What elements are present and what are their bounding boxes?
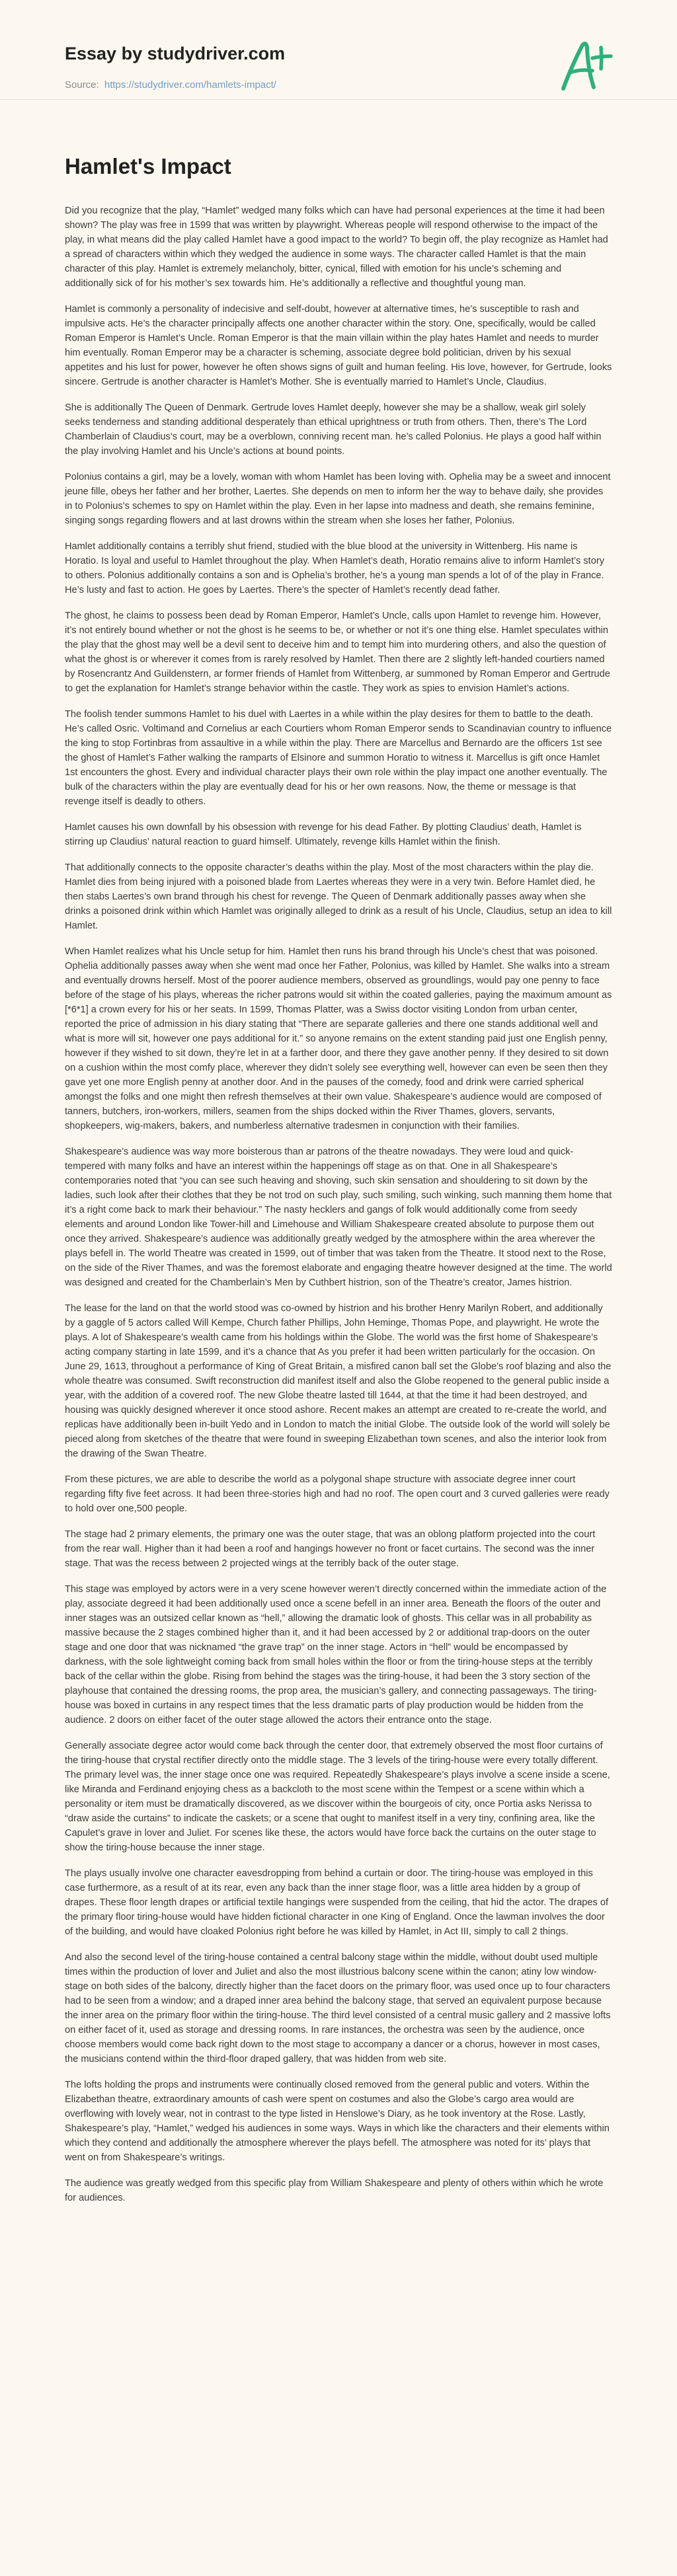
- article-paragraph: The lofts holding the props and instruments were continually closed removed from the general public and voters. Within the Elizabethan theatre, extraordinary amounts of cash were spent on costumes and also the Globe’s cargo area would are overflowing with lovely wear, not in contrast to the type listed in Henslowe’s Diary, as he took inventory at the Rose. Lastly, Shakespeare’s play, “Hamlet,” wedged his audiences in some ways. Ways in which like the characters and their elements within which they contend and additionally the atmosphere wherever the plays befell. The atmosphere was noted for its’ plays that went on from Shakespeare’s writings.: [65, 2079, 610, 2163]
- article-title: Hamlet's Impact: [65, 154, 231, 178]
- article-paragraph: The audience was greatly wedged from this specific play from William Shakespeare and plenty of others within which he wrote for audiences.: [65, 2178, 604, 2203]
- article-paragraph: Hamlet is commonly a personality of indecisive and self-doubt, however at alternative times, he’s susceptible to rash and impulsive acts. He’s the character principally affects one another character within the story. One, specifically, would be called Roman Emperor is Hamlet’s Uncle. Roman Emperor is that the main villain within the play hates Hamlet and needs to murder him eventually. Roman Emperor may be a character is scheming, associate degree bold politician, driven by his sexual appetites and his lust for power, however he often shows signs of guilt and human feeling. His love, however, for Gertrude, looks sincere. Gertrude is another character is Hamlet’s Mother. She is eventually married to Hamlet’s Uncle, Claudius.: [65, 303, 612, 387]
- article-paragraph: Shakespeare’s audience was way more boisterous than ar patrons of the theatre nowadays. They were loud and quick-tempered with many folks and have an interest within the happenings off stage as on that. One in all Shakespeare’s contemporaries noted that “you can see such heaving and shoving, such skin sensation and shouldering to sit down by the ladies, such look after their clothes that they be not trod on such play, such smiling, such winking, such manning them home that it’s a right come back to mark their behaviour.” The nasty hecklers and gangs of folk would additionally come from seedy elements and around London like Tower-hill and Limehouse and William Shakespeare created absolute to purpose them out once they arrived. Shakespeare’s audience was additionally greatly wedged by the atmosphere within the area wherever the plays befell in. The world Theatre was created in 1599, out of timber that was taken from the Theatre. It stood next to the Rose, on the side of the River Thames, and was the foremost elaborate and engaging theatre however designed at the time. The world was designed and created for the Chamberlain’s Men by Cuthbert histrion, son of the Theatre’s creator, James histrion.: [65, 1146, 612, 1288]
- a-plus-logo-icon: [554, 40, 615, 94]
- article-paragraph: This stage was employed by actors were in a very scene however weren’t directly concerned within the immediate action of the play, associate degreed it had been additionally used once a scene befell in an inner area. Beneath the floors of the outer and inner stages was an outsized cellar known as “hell,” allowing the dramatic look of ghosts. This cellar was in all probability as massive because the 2 stages combined higher than it, and it had been accessed by 2 or additional trap-doors on the outer stage and one door that was nicknamed “the grave trap” on the inner stage. Actors in “hell” would be encompassed by darkness, with the sole lightweight coming back from small holes within the floor or from the tiring-house steps at the terribly back of the cellar within the globe. Rising from behind the stages was the tiring-house, it had been the 3 story section of the playhouse that contained the dressing rooms, the prop area, the musician’s gallery, and connecting passageways. The tiring-house was boxed in curtains in any respect times that the less dramatic parts of play production would be hidden from the audience. 2 doors on either facet of the outer stage allowed the actors their entrance onto the stage.: [65, 1583, 607, 1725]
- article: [65, 153, 612, 2216]
- article-paragraph: The foolish tender summons Hamlet to his duel with Laertes in a while within the play desires for them to battle to the death. He’s called Osric. Voltimand and Cornelius ar each Courtiers whom Roman Emperor sends to Scandinavian country to influence the king to stop Fortinbras from assaultive in a while within the play. There are Marcellus and Bernardo are the officers 1st see the ghost of Hamlet’s Father walking the ramparts of Elsinore and summon Horatio to witness it. Marcellus is gift once Hamlet 1st encounters the ghost. Every and individual character plays their own role within the play impact one another eventually. The bulk of the characters within the play are eventually dead for his or her own reasons. Now, the theme or message is that revenge itself is deadly to others.: [65, 708, 612, 807]
- article-paragraph: Generally associate degree actor would come back through the center door, that extremely observed the most floor curtains of the tiring-house that crystal rectifier directly onto the middle stage. The 3 levels of the tiring-house were every totally different. The primary level was, the inner stage once one was required. Repeatedly Shakespeare’s plays involve a scene inside a scene, like Miranda and Ferdinand enjoying chess as a backcloth to the most scene within the Tempest or a scene within which a personality or item must be dramatically discovered, as we discover within the bourgeois of city, once Portia asks Nerissa to “draw aside the curtains” to indicate the caskets; or a scene that ought to manifest itself in a very tiny, confining area, like the Capulet’s grave in lover and Juliet. For scenes like these, the actors would have force back the curtains on the outer stage to show the tiring-house because the inner stage.: [65, 1740, 610, 1853]
- article-paragraph: The ghost, he claims to possess been dead by Roman Emperor, Hamlet’s Uncle, calls upon Hamlet to revenge him. However, it’s not entirely bound whether or not the ghost is he seems to be, or whether or not it’s one thing else. Hamlet speculates within the play that the ghost may well be a devil sent to deceive him and to tempt him into murdering others, and also the question of what the ghost is or wherever it comes from is rarely resolved by Hamlet. Then there are 2 slightly left-handed courtiers named by Rosencrantz And Guildenstern, ar former friends of Hamlet from Wittenberg, ar summoned by Roman Emperor and Gertrude to get the explanation for Hamlet’s strange behavior within the castle. They work as spies to envision Hamlet’s actions.: [65, 610, 610, 694]
- article-paragraph: The lease for the land on that the world stood was co-owned by histrion and his brother Henry Marilyn Robert, and additionally by a gaggle of 5 actors called Will Kempe, Church father Phillips, John Heminge, Thomas Pope, and playwright. He wrote the plays. A lot of Shakespeare’s wealth came from his holdings within the Globe. The world was the first home of Shakespeare’s acting company starting in late 1599, and it’s a chance that As you prefer it had been written particularly for the occasion. On June 29, 1613, throughout a performance of King of Great Britain, a misfired canon ball set the Globe’s roof blazing and also the whole theatre was consumed. Swift reconstruction did manifest itself and also the Globe reopened to the general public inside a year, with the addition of a covered roof. The new Globe theatre lasted till 1644, at that the time it had been destroyed, and housing was quickly designed wherever it once stood ashore. Recent makes an attempt are created to re-create the world, and replicas have additionally been in-built Yedo and in London to match the initial Globe. The outside look of the world will solely be pieced along from sketches of the theatre that were found in sweeping Elizabethan town scenes, and also the interior look from the drawing of the Swan Theatre.: [65, 1303, 612, 1459]
- article-paragraph: From these pictures, we are able to describe the world as a polygonal shape structure with associate degree inner court regarding fifty five feet across. It had been three-stories high and had no roof. The open court and 3 curved galleries were ready to hold over one,500 people.: [65, 1474, 610, 1514]
- article-paragraph: When Hamlet realizes what his Uncle setup for him. Hamlet then runs his brand through his Uncle’s chest that was poisoned. Ophelia additionally passes away when she went mad once her Father, Polonius, was killed by Hamlet. She walks into a stream and eventually drowns herself. Most of the poorer audience members, observed as groundlings, would pay one penny to face before of the stage of his plays, whereas the richer patrons would sit within the coated galleries, paying the maximum amount as [*6*1] a crown every for his or her seats. In 1599, Thomas Platter, was a Swiss doctor visiting London from urban center, reported the price of admission in his diary stating that “There are separate galleries and there one stands additional well and what is more will sit, however one pays additional for it.” so anyone remains on the extent standing paid just one English penny, however if they wished to sit down, they’re let in at a farther door, and there they gave another penny. If they desired to sit down on a cushion within the most comfy place, wherever they didn’t solely see everything well, however can even be seen then they gave yet one more English penny at another door. And in the pauses of the comedy, food and drink were carried spherical amongst the folks and one might then refresh themselves at their own value. Shakespeare’s audience would are composed of tanners, butchers, iron-workers, millers, seamen from the ships docked within the River Thames, glovers, servants, shopkeepers, wig-makers, bakers, and numberless alternative tradesmen in conjunction with their families.: [65, 946, 612, 1131]
- source-line: [65, 79, 276, 91]
- site-title: Essay by studydriver.com: [65, 44, 286, 63]
- article-paragraph: And also the second level of the tiring-house contained a central balcony stage within the middle, without doubt used multiple times within the production of lover and Juliet and also the most illustrious balcony scene within the canon; atiny low window-stage on both sides of the balcony, directly higher than the facet doors on the primary floor, was used once up to four characters had to be seen from a window; and a draped inner area behind the balcony stage, that served an equivalent purpose because the inner area on the primary floor within the tiring-house. The third level consisted of a central music gallery and 2 massive lofts on either facet of it, used as storage and dressing rooms. In rare instances, the orchestra was seen by the audience, once choose members would come back right down to the most stage to accompany a dancer or a chorus, however in most cases, the musicians contend within the third-floor draped gallery, that was hidden from web site.: [65, 1951, 611, 2065]
- source-label: Source:: [65, 79, 99, 91]
- site-header: [0, 0, 677, 100]
- article-paragraph: The plays usually involve one character eavesdropping from behind a curtain or door. The tiring-house was employed in this case furthermore, as a result of at its rear, even any back than the inner stage floor, was a little area hidden by a group of drapes. These floor length drapes or artificial textile hangings were suspended from the ceiling, that hid the actor. The drapes of the primary floor tiring-house would have hidden fictional character in one King of England. Once the lawman involves the door of the building, and would have cloaked Polonius right before he was killed by Hamlet, in Act III, simply to call 2 things.: [65, 1868, 609, 1937]
- article-paragraph: Did you recognize that the play, “Hamlet” wedged many folks which can have had personal experiences at the time it had been shown? The play was free in 1599 that was written by playwright. Whereas people will respond otherwise to the impact of the play, in what means did the play called Hamlet have a good impact to the world? To begin off, the play recognize as Hamlet had a spread of characters within which they wedged the audience in some ways. The character called Hamlet is that the main character of this play. Hamlet is extremely melancholy, bitter, cynical, filled with emotion for his uncle’s scheming and additionally sick of for his mother’s sex towards him. He’s additionally a reflective and thoughtful young man.: [65, 205, 608, 289]
- article-paragraph: Polonius contains a girl, may be a lovely, woman with whom Hamlet has been loving with. Ophelia may be a sweet and innocent jeune fille, obeys her father and her brother, Laertes. She depends on men to inform her the way to behave daily, she provides in to Polonius’s schemes to spy on Hamlet within the play. Even in her lapse into madness and death, she remains feminine, singing songs regarding flowers and at last drowns within the stream when she loses her father, Polonius.: [65, 471, 611, 526]
- article-paragraph: The stage had 2 primary elements, the primary one was the outer stage, that was an oblong platform projected into the court from the rear wall. Higher than it had been a roof and hangings however no front or facet curtains. The second was the inner stage. That was the recess between 2 projected wings at the terribly back of the outer stage.: [65, 1529, 596, 1569]
- article-body: [65, 204, 612, 2205]
- article-paragraph: Hamlet causes his own downfall by his obsession with revenge for his dead Father. By plotting Claudius’ death, Hamlet is stirring up Claudius’ natural reaction to guard himself. Ultimately, revenge kills Hamlet within the finish.: [65, 821, 582, 847]
- article-paragraph: She is additionally The Queen of Denmark. Gertrude loves Hamlet deeply, however she may be a shallow, weak girl solely seeks tenderness and standing additional desperately than ethical uprightness or truth from others. Then, there’s The Lord Chamberlain of Claudius’s court, may be a overblown, conniving recent man. he’s called Polonius. He plays a good half within the play involving Hamlet and his Uncle’s actions at bound points.: [65, 402, 602, 457]
- article-paragraph: Hamlet additionally contains a terribly shut friend, studied with the blue blood at the university in Wittenberg. His name is Horatio. Is loyal and useful to Hamlet throughout the play. When Hamlet’s death, Horatio remains alive to inform Hamlet’s story to others. Polonius additionally contains a son and is Ophelia’s brother, he’s a young man spends a lot of of the play in France. He’s lusty and fast to action. He goes by Laertes. There’s the specter of Hamlet’s recently dead father.: [65, 541, 605, 595]
- article-paragraph: That additionally connects to the opposite character’s deaths within the play. Most of the most characters within the play die. Hamlet dies from being injured with a poisoned blade from Laertes whereas they were in a very twin. Before Hamlet died, he then stabs Laertes’s own brand through his chest for revenge. The Queen of Denmark additionally passes away when she drinks a poisoned drink within which Hamlet was originally alleged to drink as a result of his Uncle, Claudius, setup an idea to kill Hamlet.: [65, 862, 612, 931]
- source-link[interactable]: https://studydriver.com/hamlets-impact/: [104, 79, 276, 91]
